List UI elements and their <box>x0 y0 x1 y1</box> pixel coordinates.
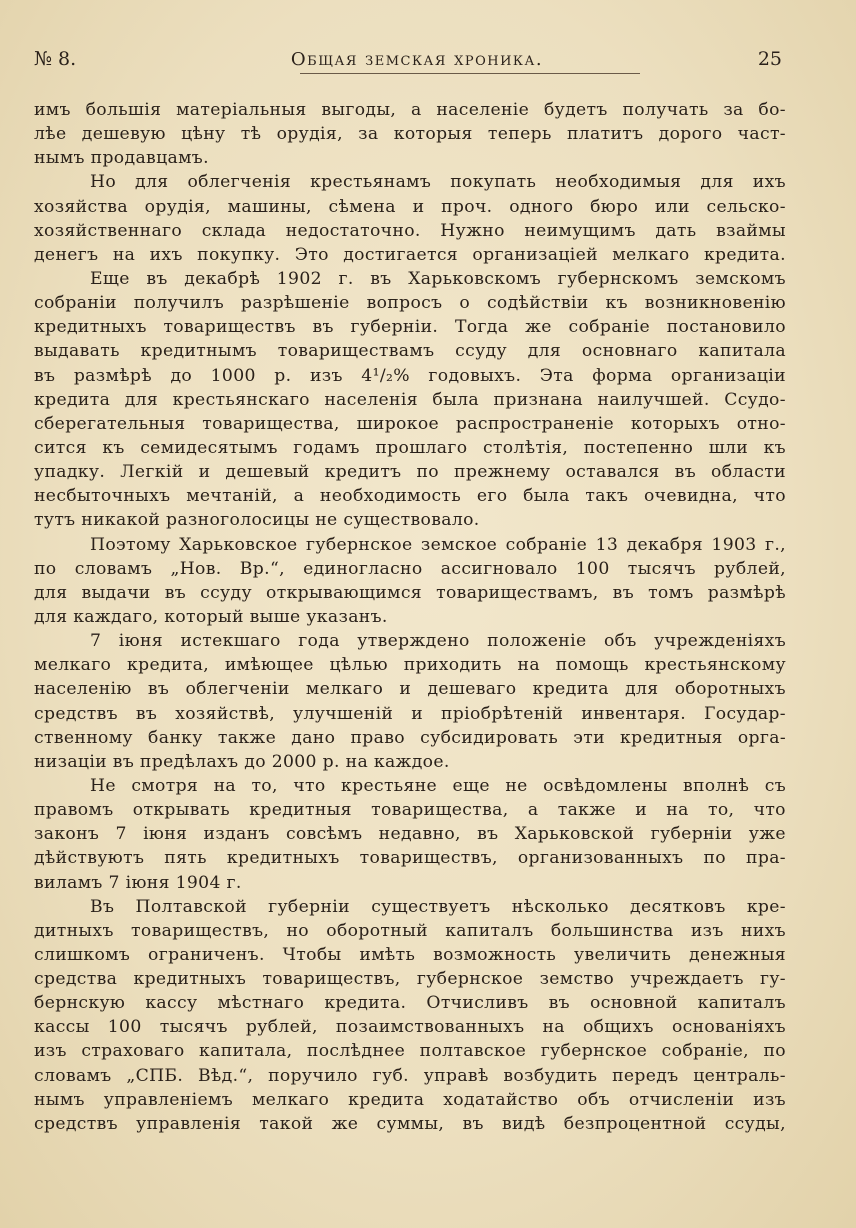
article-text <box>34 98 786 1136</box>
text-line: Поэтому Харьковское губернское земское собраніе 13 декабря 1903 г., <box>90 534 786 555</box>
text-line: упадку. Легкій и дешевый кредитъ по прежнему оставался въ области <box>34 462 786 483</box>
text-line: бернскую кассу мѣстнаго кредита. Отчисливъ въ основной капиталъ <box>34 993 786 1014</box>
page-number: 25 <box>757 48 782 70</box>
issue-number: № 8. <box>34 48 77 70</box>
text-line: лѣе дешевую цѣну тѣ орудія, за которыя теперь платитъ дорого част- <box>34 124 786 145</box>
text-line: денегъ на ихъ покупку. Это достигается организаціей мелкаго кредита. <box>34 244 786 265</box>
text-line: ственному банку также дано право субсидировать эти кредитныя орга- <box>34 727 786 748</box>
text-line: дѣйствуютъ пять кредитныхъ товариществъ, организованныхъ по пра- <box>34 848 786 869</box>
header-rule <box>300 73 640 74</box>
text-line: тутъ никакой разноголосицы не существовало. <box>34 510 480 531</box>
text-line: изъ страховаго капитала, послѣднее полтавское губернское собраніе, по <box>34 1041 786 1062</box>
text-line: несбыточныхъ мечтаній, а необходимость его была такъ очевидна, что <box>34 486 786 507</box>
text-line: хозяйственнаго склада недостаточно. Нужно неимущимъ дать взаймы <box>34 220 786 241</box>
running-header <box>34 44 782 74</box>
text-line: кредитныхъ товариществъ въ губерніи. Тогда же собраніе постановило <box>34 317 786 338</box>
text-line: кредита для крестьянскаго населенія была признана наилучшей. Ссудо- <box>34 389 786 410</box>
text-line: выдавать кредитнымъ товариществамъ ссуду для основнаго капитала <box>34 341 786 362</box>
text-line: законъ 7 іюня изданъ совсѣмъ недавно, въ Харьковской губерніи уже <box>34 824 786 845</box>
text-line: населенію въ облегченіи мелкаго и дешеваго кредита для оборотныхъ <box>34 679 786 700</box>
text-line: для каждаго, который выше указанъ. <box>34 606 388 627</box>
text-line: низаціи въ предѣлахъ до 2000 р. на каждое. <box>34 751 450 772</box>
text-line: средства кредитныхъ товариществъ, губернское земство учреждаетъ гу- <box>34 969 786 990</box>
text-line: средствъ въ хозяйствѣ, улучшеній и пріобрѣтеній инвентаря. Государ- <box>34 703 786 724</box>
text-line: Еще въ декабрѣ 1902 г. въ Харьковскомъ губернскомъ земскомъ <box>90 268 786 289</box>
text-line: Въ Полтавской губерніи существуетъ нѣсколько десятковъ кре- <box>90 896 786 917</box>
text-line: въ размѣрѣ до 1000 р. изъ 4¹/₂% годовыхъ. Эта форма организаціи <box>34 365 786 386</box>
text-line: нымъ продавцамъ. <box>34 148 209 169</box>
text-line: дитныхъ товариществъ, но оборотный капиталъ большинства изъ нихъ <box>34 920 786 941</box>
text-line: собраніи получилъ разрѣшеніе вопросъ о содѣйствіи къ возникновенію <box>34 293 786 314</box>
text-line: 7 іюня истекшаго года утверждено положеніе объ учрежденіяхъ <box>90 631 786 652</box>
text-line: мелкаго кредита, имѣющее цѣлью приходить на помощь крестьянскому <box>34 655 786 676</box>
text-line: Не смотря на то, что крестьяне еще не освѣдомлены вполнѣ съ <box>90 775 786 796</box>
text-line: слишкомъ ограниченъ. Чтобы имѣть возможность увеличить денежныя <box>34 944 786 965</box>
text-line: словамъ „СПБ. Вѣд.“, поручило губ. управѣ возбудить передъ централь- <box>34 1065 786 1086</box>
text-line: кассы 100 тысячъ рублей, позаимствованныхъ на общихъ основаніяхъ <box>34 1017 786 1038</box>
text-line: правомъ открывать кредитныя товарищества, а также и на то, что <box>34 800 786 821</box>
text-line: виламъ 7 іюня 1904 г. <box>34 872 242 893</box>
text-line: для выдачи въ ссуду открывающимся товариществамъ, въ томъ размѣрѣ <box>34 582 786 603</box>
text-line: средствъ управленія такой же суммы, въ видѣ безпроцентной ссуды, <box>34 1113 786 1134</box>
text-line: по словамъ „Нов. Вр.“, единогласно ассигновало 100 тысячъ рублей, <box>34 558 786 579</box>
text-line: хозяйства орудія, машины, сѣмена и проч. одного бюро или сельско- <box>34 196 786 217</box>
text-line: имъ большія матеріальныя выгоды, а населеніе будетъ получать за бо- <box>34 100 786 120</box>
text-line: сится къ семидесятымъ годамъ прошлаго столѣтія, постепенно шли къ <box>34 437 786 458</box>
section-title: Общая земская хроника. <box>290 48 544 70</box>
text-line: нымъ управленіемъ мелкаго кредита ходатайство объ отчисленіи изъ <box>34 1089 786 1110</box>
text-line: сберегательныя товарищества, широкое распространеніе которыхъ отно- <box>34 413 786 434</box>
text-line: Но для облегченія крестьянамъ покупать необходимыя для ихъ <box>90 172 786 193</box>
